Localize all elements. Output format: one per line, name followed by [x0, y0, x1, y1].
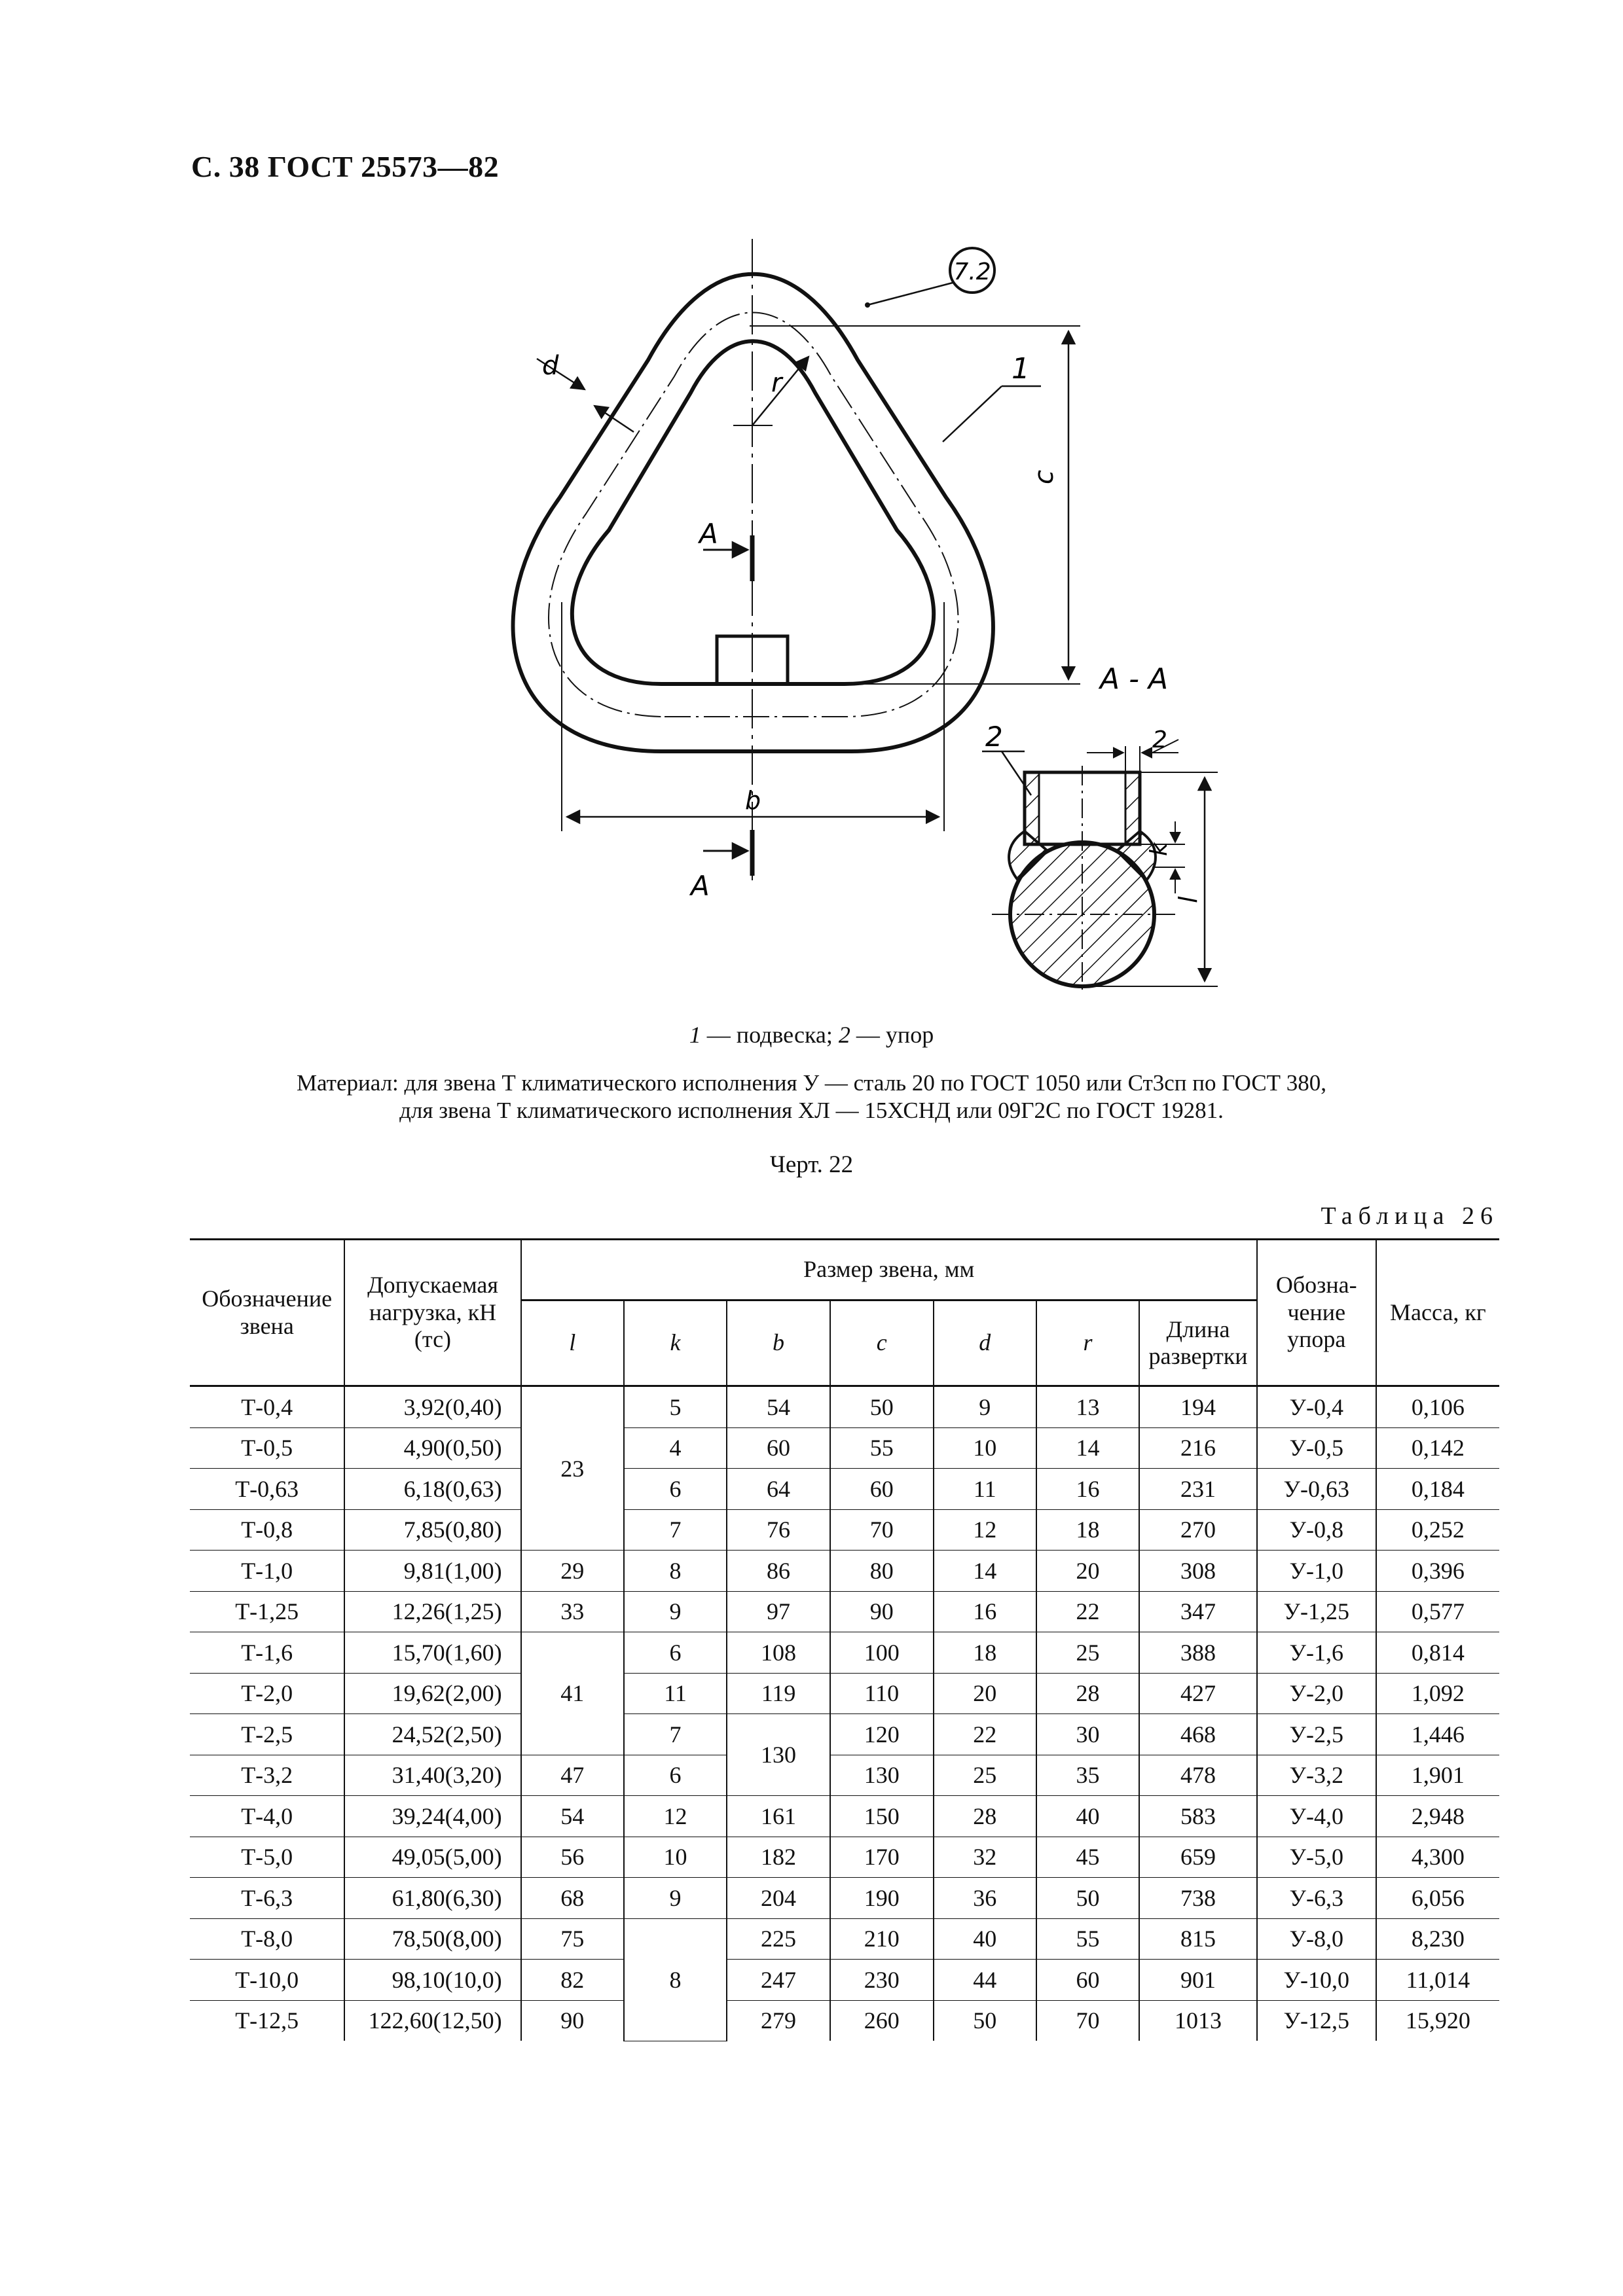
cell-l: 29 [521, 1551, 624, 1592]
cell-load: 7,85(0,80) [344, 1509, 520, 1551]
cell-c: 230 [830, 1960, 934, 2001]
table-row [190, 1469, 1499, 1510]
table-row [190, 1714, 1499, 1755]
cell-length: 427 [1139, 1673, 1257, 1714]
dim-label-b: b [744, 786, 761, 815]
cell-d: 16 [934, 1591, 1036, 1632]
cell-r: 40 [1036, 1796, 1139, 1837]
cell-mass: 1,092 [1376, 1673, 1499, 1714]
cell-c: 110 [830, 1673, 934, 1714]
cell-b: 64 [727, 1469, 830, 1510]
cell-designation: Т-0,8 [190, 1509, 344, 1551]
cell-r: 13 [1036, 1386, 1139, 1428]
cell-length: 308 [1139, 1551, 1257, 1592]
section-label-a-bottom: А [691, 870, 710, 902]
dim-label-c: c [1029, 470, 1059, 484]
cell-d: 18 [934, 1632, 1036, 1674]
dim-label-wall-2: 2 [1152, 726, 1167, 753]
callout-1-label: 1 [1012, 352, 1030, 386]
material-line-1: Материал: для звена Т климатического исполнения У — сталь 20 по ГОСТ 1050 или Ст3сп по ГОСТ 380, [296, 1070, 1327, 1096]
cell-b: 76 [727, 1509, 830, 1551]
cell-mass: 0,184 [1376, 1469, 1499, 1510]
cell-mass: 0,814 [1376, 1632, 1499, 1674]
cell-c: 50 [830, 1386, 934, 1428]
cell-d: 9 [934, 1386, 1036, 1428]
cell-b: 247 [727, 1960, 830, 2001]
cell-designation: Т-12,5 [190, 2000, 344, 2041]
header-mass: Масса, кг [1376, 1240, 1499, 1386]
cell-l: 56 [521, 1837, 624, 1878]
cell-designation: Т-0,63 [190, 1469, 344, 1510]
cell-mass: 0,106 [1376, 1386, 1499, 1428]
cell-stop: У-3,2 [1257, 1755, 1376, 1796]
cell-length: 583 [1139, 1796, 1257, 1837]
cell-k: 5 [624, 1386, 727, 1428]
header-l: l [521, 1300, 624, 1386]
cell-designation: Т-4,0 [190, 1796, 344, 1837]
cell-c: 210 [830, 1918, 934, 1960]
cell-d: 22 [934, 1714, 1036, 1755]
cell-k: 8 [624, 1918, 727, 2041]
table-row [190, 1427, 1499, 1469]
table-title: Таблица 26 [1321, 1202, 1499, 1230]
material-line-2: для звена Т климатического исполнения ХЛ — 15ХСНД или 09Г2С по ГОСТ 19281. [399, 1098, 1224, 1123]
cell-load: 61,80(6,30) [344, 1878, 520, 1919]
cell-k: 7 [624, 1714, 727, 1755]
cell-mass: 11,014 [1376, 1960, 1499, 2001]
cell-mass: 2,948 [1376, 1796, 1499, 1837]
cell-mass: 1,901 [1376, 1755, 1499, 1796]
cell-l: 23 [521, 1386, 624, 1551]
cell-k: 9 [624, 1878, 727, 1919]
cell-d: 40 [934, 1918, 1036, 1960]
cell-load: 39,24(4,00) [344, 1796, 520, 1837]
cell-length: 216 [1139, 1427, 1257, 1469]
table-row [190, 1509, 1499, 1551]
cell-r: 30 [1036, 1714, 1139, 1755]
dim-label-k: k [1146, 842, 1173, 856]
cell-designation: Т-5,0 [190, 1837, 344, 1878]
cell-c: 100 [830, 1632, 934, 1674]
cell-b: 97 [727, 1591, 830, 1632]
cell-mass: 0,142 [1376, 1427, 1499, 1469]
cell-length: 388 [1139, 1632, 1257, 1674]
cell-r: 22 [1036, 1591, 1139, 1632]
cell-k: 6 [624, 1469, 727, 1510]
cell-stop: У-1,0 [1257, 1551, 1376, 1592]
cell-c: 80 [830, 1551, 934, 1592]
technical-drawing [0, 0, 1623, 1021]
header-load: Допускаемая нагрузка, кН (тс) [344, 1240, 520, 1386]
cell-stop: У-12,5 [1257, 2000, 1376, 2041]
cell-r: 28 [1036, 1673, 1139, 1714]
dim-label-l: l [1174, 896, 1203, 903]
cell-k: 6 [624, 1632, 727, 1674]
header-size-group: Размер звена, мм [521, 1240, 1257, 1300]
page-header: С. 38 ГОСТ 25573—82 [191, 150, 500, 183]
callout-7-2-label: 7.2 [953, 259, 991, 285]
cell-designation: Т-10,0 [190, 1960, 344, 2001]
cell-d: 10 [934, 1427, 1036, 1469]
cell-stop: У-4,0 [1257, 1796, 1376, 1837]
cell-designation: Т-2,0 [190, 1673, 344, 1714]
cell-designation: Т-6,3 [190, 1878, 344, 1919]
table-row [190, 1632, 1499, 1674]
cell-mass: 15,920 [1376, 2000, 1499, 2041]
cell-b: 161 [727, 1796, 830, 1837]
cell-c: 70 [830, 1509, 934, 1551]
cell-c: 90 [830, 1591, 934, 1632]
cell-load: 98,10(10,0) [344, 1960, 520, 2001]
cell-l: 41 [521, 1632, 624, 1755]
cell-length: 231 [1139, 1469, 1257, 1510]
cell-d: 20 [934, 1673, 1036, 1714]
table-row [190, 1796, 1499, 1837]
cell-r: 20 [1036, 1551, 1139, 1592]
cell-k: 10 [624, 1837, 727, 1878]
cell-load: 15,70(1,60) [344, 1632, 520, 1674]
table-row [190, 1837, 1499, 1878]
table-row [190, 1918, 1499, 1960]
figure-legend [0, 1021, 1623, 1049]
table-row [190, 1591, 1499, 1632]
cell-load: 12,26(1,25) [344, 1591, 520, 1632]
cell-load: 4,90(0,50) [344, 1427, 520, 1469]
cell-load: 9,81(1,00) [344, 1551, 520, 1592]
cell-l: 47 [521, 1755, 624, 1796]
cell-k: 12 [624, 1796, 727, 1837]
cell-d: 32 [934, 1837, 1036, 1878]
cell-k: 7 [624, 1509, 727, 1551]
dim-label-r: r [771, 368, 782, 398]
cell-l: 33 [521, 1591, 624, 1632]
header-stop: Обозна- чение упора [1257, 1240, 1376, 1386]
cell-r: 50 [1036, 1878, 1139, 1919]
cell-b: 108 [727, 1632, 830, 1674]
cell-length: 347 [1139, 1591, 1257, 1632]
cell-load: 6,18(0,63) [344, 1469, 520, 1510]
cell-d: 36 [934, 1878, 1036, 1919]
cell-designation: Т-8,0 [190, 1918, 344, 1960]
header-c: c [830, 1300, 934, 1386]
table-row [190, 1960, 1499, 2001]
material-note [0, 1069, 1623, 1124]
cell-d: 50 [934, 2000, 1036, 2041]
cell-designation: Т-2,5 [190, 1714, 344, 1755]
cell-r: 70 [1036, 2000, 1139, 2041]
cell-d: 12 [934, 1509, 1036, 1551]
cell-load: 122,60(12,50) [344, 2000, 520, 2041]
cell-length: 270 [1139, 1509, 1257, 1551]
cell-length: 194 [1139, 1386, 1257, 1428]
cell-r: 35 [1036, 1755, 1139, 1796]
table-row [190, 1878, 1499, 1919]
callout-2-label: 2 [985, 721, 1003, 753]
cell-load: 78,50(8,00) [344, 1918, 520, 1960]
cell-k: 6 [624, 1755, 727, 1796]
cell-stop: У-6,3 [1257, 1878, 1376, 1919]
cell-length: 738 [1139, 1878, 1257, 1919]
cell-d: 14 [934, 1551, 1036, 1592]
section-label-aa: А - А [1100, 662, 1169, 696]
cell-c: 60 [830, 1469, 934, 1510]
cell-b: 54 [727, 1386, 830, 1428]
cell-d: 44 [934, 1960, 1036, 2001]
cell-designation: Т-1,25 [190, 1591, 344, 1632]
cell-r: 45 [1036, 1837, 1139, 1878]
cell-b: 225 [727, 1918, 830, 1960]
cell-designation: Т-3,2 [190, 1755, 344, 1796]
section-label-a-top: А [699, 518, 718, 550]
cell-l: 54 [521, 1796, 624, 1837]
cell-k: 9 [624, 1591, 727, 1632]
cell-load: 3,92(0,40) [344, 1386, 520, 1428]
cell-b: 86 [727, 1551, 830, 1592]
ring-center-line [549, 313, 958, 717]
cell-l: 75 [521, 1918, 624, 1960]
cell-length: 901 [1139, 1960, 1257, 2001]
cell-length: 468 [1139, 1714, 1257, 1755]
cell-b: 130 [727, 1714, 830, 1796]
dimensions-table [190, 1238, 1499, 2041]
cell-stop: У-8,0 [1257, 1918, 1376, 1960]
cell-b: 279 [727, 2000, 830, 2041]
cell-load: 49,05(5,00) [344, 1837, 520, 1878]
cell-stop: У-0,4 [1257, 1386, 1376, 1428]
cell-r: 14 [1036, 1427, 1139, 1469]
cell-length: 659 [1139, 1837, 1257, 1878]
cell-mass: 0,396 [1376, 1551, 1499, 1592]
cell-stop: У-1,6 [1257, 1632, 1376, 1674]
stop-wall-left [1025, 772, 1039, 844]
cell-stop: У-0,63 [1257, 1469, 1376, 1510]
cell-k: 4 [624, 1427, 727, 1469]
header-designation: Обозначение звена [190, 1240, 344, 1386]
cell-designation: Т-1,6 [190, 1632, 344, 1674]
cell-mass: 1,446 [1376, 1714, 1499, 1755]
cell-k: 11 [624, 1673, 727, 1714]
cell-load: 24,52(2,50) [344, 1714, 520, 1755]
legend-text-2: — упор [850, 1022, 934, 1048]
cell-b: 60 [727, 1427, 830, 1469]
table-row [190, 1386, 1499, 1428]
table-row [190, 1755, 1499, 1796]
cell-c: 260 [830, 2000, 934, 2041]
table-row [190, 1673, 1499, 1714]
cell-r: 25 [1036, 1632, 1139, 1674]
cell-designation: Т-0,4 [190, 1386, 344, 1428]
header-d: d [934, 1300, 1036, 1386]
cell-stop: У-0,5 [1257, 1427, 1376, 1469]
cell-r: 60 [1036, 1960, 1139, 2001]
cell-d: 28 [934, 1796, 1036, 1837]
cell-d: 25 [934, 1755, 1036, 1796]
cell-r: 16 [1036, 1469, 1139, 1510]
header-r: r [1036, 1300, 1139, 1386]
table-row [190, 2000, 1499, 2041]
ring-outer-contour [513, 274, 993, 751]
cell-b: 182 [727, 1837, 830, 1878]
cell-stop: У-0,8 [1257, 1509, 1376, 1551]
cell-mass: 6,056 [1376, 1878, 1499, 1919]
dim-label-d: d [542, 351, 559, 381]
legend-number-1: 1 [689, 1022, 701, 1048]
cell-r: 18 [1036, 1509, 1139, 1551]
cell-designation: Т-1,0 [190, 1551, 344, 1592]
cell-r: 55 [1036, 1918, 1139, 1960]
cell-designation: Т-0,5 [190, 1427, 344, 1469]
cell-stop: У-5,0 [1257, 1837, 1376, 1878]
cell-stop: У-10,0 [1257, 1960, 1376, 2001]
cell-length: 478 [1139, 1755, 1257, 1796]
cell-mass: 8,230 [1376, 1918, 1499, 1960]
cell-d: 11 [934, 1469, 1036, 1510]
cell-load: 19,62(2,00) [344, 1673, 520, 1714]
cell-stop: У-1,25 [1257, 1591, 1376, 1632]
cell-mass: 0,577 [1376, 1591, 1499, 1632]
header-k: k [624, 1300, 727, 1386]
stop-wall-right [1125, 772, 1140, 844]
cell-c: 190 [830, 1878, 934, 1919]
cell-l: 90 [521, 2000, 624, 2041]
cell-k: 8 [624, 1551, 727, 1592]
cell-b: 119 [727, 1673, 830, 1714]
figure-caption: Черт. 22 [769, 1151, 854, 1178]
legend-number-2: 2 [838, 1022, 850, 1048]
cell-b: 204 [727, 1878, 830, 1919]
header-b: b [727, 1300, 830, 1386]
cell-stop: У-2,0 [1257, 1673, 1376, 1714]
cell-c: 150 [830, 1796, 934, 1837]
cell-load: 31,40(3,20) [344, 1755, 520, 1796]
cell-length: 1013 [1139, 2000, 1257, 2041]
cell-l: 68 [521, 1878, 624, 1919]
cell-c: 170 [830, 1837, 934, 1878]
cell-c: 55 [830, 1427, 934, 1469]
cell-mass: 4,300 [1376, 1837, 1499, 1878]
legend-text-1: — подвеска; [701, 1022, 839, 1048]
cell-l: 82 [521, 1960, 624, 2001]
cell-c: 130 [830, 1755, 934, 1796]
cell-length: 815 [1139, 1918, 1257, 1960]
cell-stop: У-2,5 [1257, 1714, 1376, 1755]
table-row [190, 1551, 1499, 1592]
cell-c: 120 [830, 1714, 934, 1755]
cell-mass: 0,252 [1376, 1509, 1499, 1551]
header-length: Длина развертки [1139, 1300, 1257, 1386]
